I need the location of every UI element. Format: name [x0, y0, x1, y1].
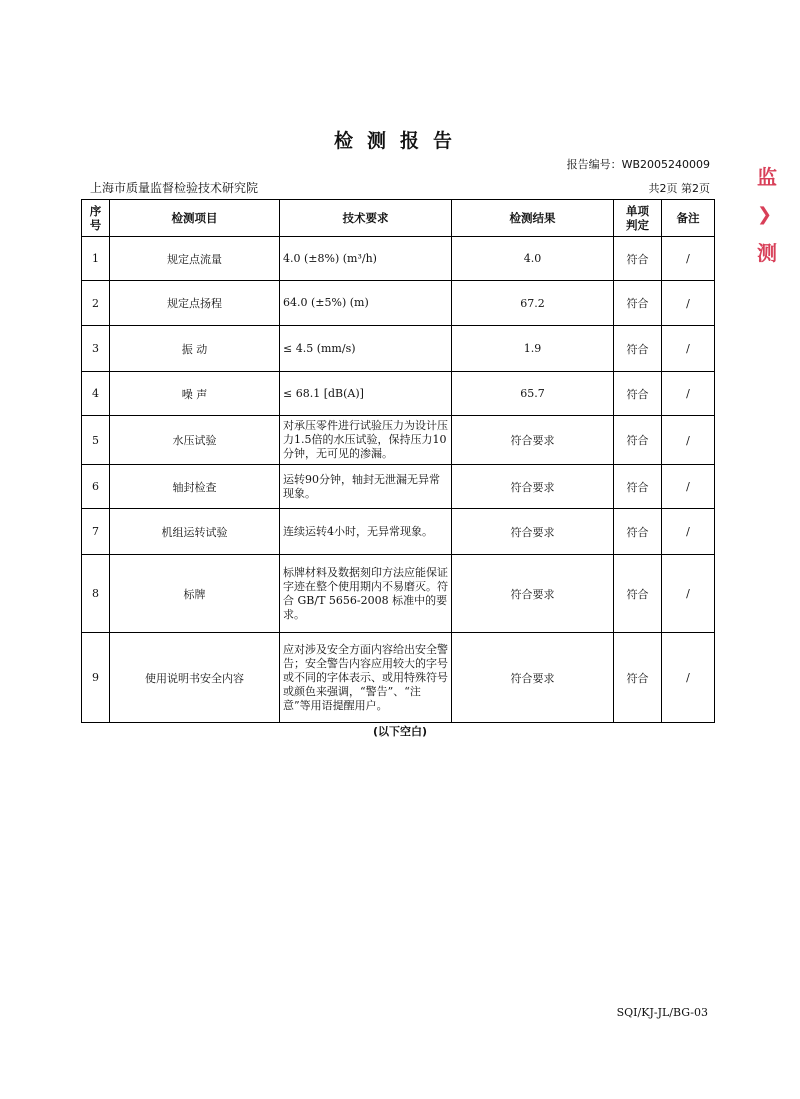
blank-below-note: (以下空白) [372, 725, 428, 738]
row-note: / [662, 281, 715, 326]
row-result: 符合要求 [452, 465, 614, 509]
row-result: 67.2 [452, 281, 614, 326]
table-row [82, 465, 715, 509]
table-row [82, 555, 715, 633]
row-note: / [662, 416, 715, 465]
col-header-requirement: 技术要求 [280, 200, 452, 237]
row-result: 65.7 [452, 372, 614, 416]
row-note: / [662, 633, 715, 723]
row-verdict: 符合 [614, 326, 662, 372]
col-header-note: 备注 [662, 200, 715, 237]
row-verdict: 符合 [614, 281, 662, 326]
col-header-no: 序号 [82, 200, 110, 237]
row-verdict: 符合 [614, 509, 662, 555]
report-number: 报告编号：WB2005240009 [566, 158, 710, 171]
row-no: 1 [82, 237, 110, 281]
row-note: / [662, 237, 715, 281]
row-result: 4.0 [452, 237, 614, 281]
document-code: SQI/KJ-JL/BG-03 [616, 1006, 708, 1019]
row-requirement: 对承压零件进行试验压力为设计压力1.5倍的水压试验，保持压力10 分钟，无可见的渗漏。 [280, 416, 452, 465]
row-note: / [662, 465, 715, 509]
row-item: 噪 声 [110, 372, 280, 416]
row-verdict: 符合 [614, 372, 662, 416]
row-no: 6 [82, 465, 110, 509]
row-note: / [662, 555, 715, 633]
row-requirement: 连续运转4小时，无异常现象。 [280, 509, 452, 555]
row-item: 规定点扬程 [110, 281, 280, 326]
red-stamp [757, 158, 787, 298]
inspection-table [81, 199, 715, 723]
row-verdict: 符合 [614, 416, 662, 465]
row-no: 7 [82, 509, 110, 555]
table-row [82, 416, 715, 465]
col-header-result: 检测结果 [452, 200, 614, 237]
report-title: 检测报告 [333, 130, 466, 152]
row-requirement: 64.0 (±5%) (m) [280, 281, 452, 326]
col-header-verdict: 单项判定 [614, 200, 662, 237]
table-row [82, 372, 715, 416]
col-header-item: 检测项目 [110, 200, 280, 237]
row-item: 规定点流量 [110, 237, 280, 281]
table-row [82, 633, 715, 723]
row-no: 4 [82, 372, 110, 416]
row-verdict: 符合 [614, 633, 662, 723]
table-row [82, 281, 715, 326]
row-result: 符合要求 [452, 509, 614, 555]
row-item: 振 动 [110, 326, 280, 372]
row-no: 2 [82, 281, 110, 326]
row-note: / [662, 326, 715, 372]
table-row [82, 237, 715, 281]
page-count: 共2页 第2页 [648, 182, 710, 195]
stamp-char: 监 [757, 165, 777, 189]
table-header-row [82, 200, 715, 237]
row-no: 9 [82, 633, 110, 723]
row-requirement: 4.0 (±8%) (m³/h) [280, 237, 452, 281]
row-result: 符合要求 [452, 633, 614, 723]
row-item: 水压试验 [110, 416, 280, 465]
row-note: / [662, 372, 715, 416]
table-row [82, 326, 715, 372]
row-requirement: ≤ 4.5 (mm/s) [280, 326, 452, 372]
stamp-mark: ❯ [757, 204, 773, 225]
row-note: / [662, 509, 715, 555]
row-item: 机组运转试验 [110, 509, 280, 555]
row-requirement: 标牌材料及数据刻印方法应能保证字迹在整个使用期内不易磨灭。符合 GB/T 5656-2008 标准中的要求。 [280, 555, 452, 633]
row-requirement: ≤ 68.1 [dB(A)] [280, 372, 452, 416]
row-verdict: 符合 [614, 555, 662, 633]
row-item: 轴封检查 [110, 465, 280, 509]
row-no: 8 [82, 555, 110, 633]
row-requirement: 应对涉及安全方面内容给出安全警告；安全警告内容应用较大的字号或不同的字体表示、或用特殊符号或颜色来强调，“警告”、“注意”等用语提醒用户。 [280, 633, 452, 723]
stamp-char: 测 [757, 241, 777, 265]
row-result: 符合要求 [452, 555, 614, 633]
table-row [82, 509, 715, 555]
row-requirement: 运转90分钟，轴封无泄漏无异常现象。 [280, 465, 452, 509]
row-no: 3 [82, 326, 110, 372]
row-item: 使用说明书安全内容 [110, 633, 280, 723]
row-result: 符合要求 [452, 416, 614, 465]
row-verdict: 符合 [614, 465, 662, 509]
row-result: 1.9 [452, 326, 614, 372]
row-verdict: 符合 [614, 237, 662, 281]
row-item: 标牌 [110, 555, 280, 633]
row-no: 5 [82, 416, 110, 465]
institute-name: 上海市质量监督检验技术研究院 [90, 181, 259, 195]
